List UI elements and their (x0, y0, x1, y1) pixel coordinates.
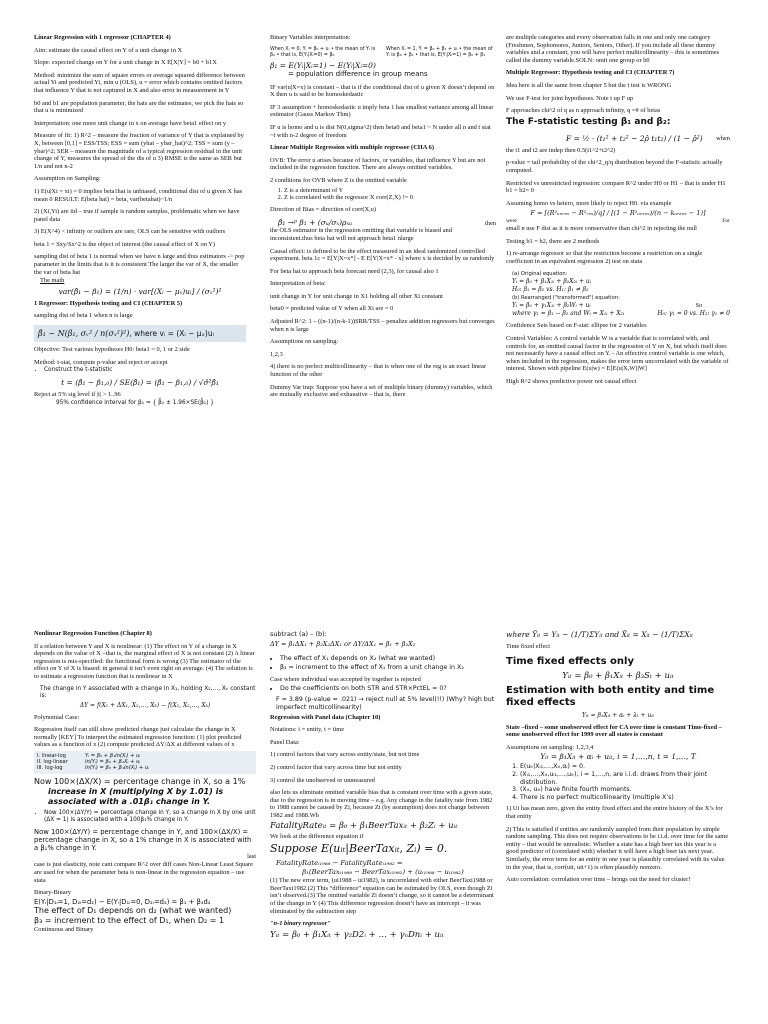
adjusted-r2-text: Adjusted R^2: 1 – ((n-1)/(n-k-1))SRR/TSS – penalize addition regressors but converges when n is large (270, 318, 495, 333)
ovb-equation: β̂₁ →ᵖ β₁ + (σᵤ/σₓ)ρₓᵤ (278, 218, 353, 228)
assumption-1: 1) E(u|Xi = xi) = 0 implies beta1hat is unbiased, conditional dist of u given X has mean 0 RESULT: E(beta hat) = beta, var(betahat)~1/n (34, 187, 243, 203)
n-1-binary-title: "n-1 binary regressor" (270, 920, 331, 928)
sampling-dist-text: sampling dist of beta 1 when n is large (34, 312, 133, 320)
log-model-name: linear-log (41, 752, 66, 759)
causal-effect-text: Causal effect: is defined to be the effect measured in an ideal randomized controlled experiment. beta 1c = E[Y|X=x*] - E E[Y|X=x* - x] where x is decided by us randomly (270, 247, 495, 263)
box-equation-left: β̂₁ ~ N(β₁, σᵥ² / n(σₓ²)²) (38, 329, 130, 339)
were-for-row (506, 218, 730, 225)
f-equation-row (506, 132, 730, 143)
log-model-num: III. (37, 765, 44, 772)
section-title-ch6: Linear Multiple Regression with multiple regressor (CHA 6) (270, 144, 434, 152)
case-where-text: Case where individual was accepted by together is rejected (270, 676, 421, 683)
box-equation-right: , where vᵢ = (Xᵢ − μₓ)uᵢ (129, 329, 214, 339)
binary-case-x1: When Xᵢ = 1, Yᵢ = β₀ + β₁ + uᵢ • the mean of Yᵢ is β₀ + β₁ • that is, E(Yᵢ|Xᵢ=1) = β₀ + β₁ (386, 46, 493, 58)
log-model-name: log-log (44, 765, 63, 772)
panel-title: Panel Data: (270, 738, 300, 746)
homoskedastic-text: IF var(u|X=x) is constant – that is if the conditional dist of u given X doesn’t depend on X then u is said to be homoskedastic (270, 83, 495, 99)
were-text: were (506, 218, 517, 225)
objective-text: Objective: Test various hypotheses H0: beta1 = 0, 1 or 2 side (34, 346, 190, 354)
binary-case-x0: When Xᵢ = 0, Yᵢ = β₀ + uᵢ • the mean of Yᵢ is β₀ • that is, E(Yᵢ|Xᵢ=0) = β₀ (270, 46, 376, 58)
interaction-list (270, 655, 496, 672)
section-title-ch10: Regression with Panel data (Chapter 10) (270, 713, 381, 721)
panel-point-3: 3) control the unobserved or unmeasured (270, 776, 375, 784)
both-fixed-equation: Yᵢₜ = β₁Xᵢₜ + αᵢ + λₜ + uᵢₜ (582, 711, 654, 719)
gauss-markov-text: IF 3 assumption + homoskedastic u imply beta 1 has smallest variance among all linear estimator (Gauss Markov Thm) (270, 103, 494, 119)
change-equation: ΔY = f(X₁ + ΔX₁, X₂,…, Xₖ) − f(X₁, X₂,…, Xₖ) (79, 701, 211, 709)
assumptions-sampling-title: Assumptions on sampling: 1,2,3,4 (506, 743, 594, 751)
time-fixed-label: Time fixed effect (506, 643, 551, 650)
beta1-text: beta 1 = Sxy/Sx^2 is the object of interest (the causal effect of X on Y) (34, 240, 216, 248)
p-value-text: p-value = tail probability of the chi^2_q/q distribution beyond the F-statistic actually computed. (506, 159, 723, 174)
subtract-equation: ΔY = β₁ΔX₁ + β₂X₂ΔX₁ or ΔY/ΔX₁ = β₁ + β₂X₂ (270, 640, 416, 648)
joint-test-list (270, 685, 496, 692)
dummy-trap-continued: are multiple categories and every observation falls in one and only one category (Freshmen, Sophomores, Juniors, Seniors, Other). If you include all these dummy variables and a constant, you will have perfect multicollinearity – this is sometimes called the dummy variable.SOLN: omit one group or b0 (506, 34, 720, 64)
both-fixed-title: Estimation with both entity and time fixed effects (506, 684, 715, 708)
f-equation: F = ½ · (t₁² + t₂² − 2ρ̂ t₁t₂) / (1 − ρ̂²) (566, 133, 703, 143)
t-stat-equation: t = (β̂₁ − β₁,₀) / SE(β̂₁) = (β̂₁ − β₁,₀) / √σ̂²β̂₁ (61, 378, 219, 388)
joint-test-bullet: • Do the coefficients on both STR and STR×PctEL = 0? (280, 685, 496, 692)
ols-estimator-text: the OLS estimator in the regression omitting that variable is biased and inconsistent.thus beta hat will not approach beta1 nlarge (270, 227, 452, 242)
section-title-ch5: 1 Regressor: Hypothesis testing and CI (CHAPTER 5) (34, 299, 183, 307)
binary-equation-note: = population difference in group means (288, 69, 428, 78)
demeaned-equation: where Ỹᵢₜ = Yᵢₜ − (1/T)ΣYᵢₜ and X̃ᵢₜ = Xᵢₜ − (1/T)ΣXᵢₜ (506, 630, 694, 639)
polynomial-title: Polynomial Case: (34, 713, 80, 721)
rearranged-equation-label: (b) Rearranged ("transformed") equation: (512, 295, 620, 302)
last-case-text: case is just elasticity, note cant compare R^2 over diff cases Non-Linear Least Square are used for when the parameter beta is non-linear in the regression equaiton – use stata (34, 861, 253, 884)
ovb-conditions-title: 2 conditions for OVB where Z is the omitted variable (270, 176, 407, 184)
column-bottom-right (506, 630, 730, 889)
panel-point-2: 2) control factor that vary across time but not entity (270, 763, 402, 771)
rearranged-equation: Yᵢ = β₀ + γ₁X₁ᵢ + β₂Wᵢ + uᵢ (512, 302, 591, 310)
binary-binary-equation: E(Yᵢ|D₁ᵢ=1, D₂ᵢ=d₂) − E(Yᵢ|D₁ᵢ=0, D₂ᵢ=d₂) = β₁ + β₃d₂ (34, 897, 211, 906)
restricted-text: Restricted vs unrestricted regression: compare R^2 under H0 or H1 – that is under H1 b1 = b2= 0 (506, 179, 726, 195)
ovb-condition-1: 1. Z is a determinant of Y (284, 187, 496, 195)
binary-binary-title: Binary-Binary (34, 889, 71, 897)
difference-equation-1: FatalityRateᵢ₁₉₈₈ − FatalityRateᵢ₁₉₈₂ = (276, 859, 403, 868)
interpretation-text: Interpretation: one more unit change in x on average have beta1 effect on y (34, 119, 227, 127)
interp-beta-0: beta0 = predicted value of Y when all Xi are = 0 (270, 305, 394, 313)
panel-assumption-1: 1. E(uᵢₜ|Xᵢ₁,…,Xᵢₜ,αᵢ) = 0. (520, 763, 730, 771)
slope-text: Slope: expected change on Y for a unit change in X E[X|Y] = b0 + b1X (34, 59, 217, 67)
f-test-text: We use F-test for joint hypotheses. Note t up F up (506, 94, 634, 102)
ovb-condition-2: 2. Z is correlated with the regressor X corr(Z,X) != 0 (284, 194, 496, 202)
linear-log-note-a: Now 100×(ΔX/X) = percentage change in X, so a 1% (34, 776, 246, 786)
log-model-num: I. (37, 752, 41, 759)
time-fixed-equation: Yᵢₜ = β₀ + β₁Xᵢₜ + β₃Sₜ + uᵢₜ (562, 670, 674, 681)
panel-assumptions-list (506, 763, 730, 801)
where-hypothesis: H₀: γ₁ = 0 vs. H₁: γ₁ ≠ 0 (657, 310, 730, 318)
dummy-trap-text: Dummy Var trap: Suppose you have a set of multiple binary (dummy) variables, which are mutually exclusive and exhaustive – that is, there (270, 383, 493, 399)
confidence-sets-text: Confidence Sets based on F-stat: ellipse for 2 variables (506, 322, 647, 330)
original-equation-label: (a) Original equation: (512, 271, 568, 278)
binary-title: Binary Variables interpretation: (270, 34, 351, 41)
interaction-bullet-1: • The effect of X₁ depends on X₂ (what we wanted) (280, 655, 496, 663)
log-model-eq: Yᵢ = β₀ + β₁ln(Xᵢ) + uᵢ (85, 752, 141, 759)
binary-equation: β₁ = E(Yᵢ|Xᵢ=1) − E(Yᵢ|Xᵢ=0) (270, 60, 376, 70)
rearranged-row (512, 302, 730, 310)
notations-text: Notations: i = entity, t = time (270, 726, 345, 734)
the-math-label: The math (40, 277, 65, 285)
linear-log-note-b: increase in X (multiplying X by 1.01) is associated with a .01β₁ change in Y. (48, 786, 224, 806)
panel-point-1: 1) control factors that vary across entity/state, but not time (270, 751, 420, 759)
control-variables-text: Control Variables: A control variable W is a variable that is correlated with, and controls for, an omitted causal factor in the regression of Y on X, but which itself does not necessarily have a causal effect on Y. - An effective control variable is one which, when included in the regression, makes the error term uncorrelated with the variable of interest. Shown with pipeline E(u|w) = E[E(u|X,W)|W] (506, 335, 729, 373)
autocorrelation-text: Auto correlation: corrolation over time – brings out the need for cluster! (506, 876, 691, 884)
interp-beta-title: Interpretation of beta: (270, 280, 326, 288)
subtract-label: subtract (a) – (b): (270, 630, 327, 638)
sampling-text: sampling dist of beta 1 is normal when we have n large and thus estimators -> pop parameter in the limits that is it is consistent The larger the var of X, the smaller the var of beta hat (34, 253, 245, 276)
ui-mean-zero-text: 1) Ui has mean zero, given the entity fixed effect and the entire history of the X’s for that entity (506, 805, 723, 820)
when-text: when (716, 135, 730, 143)
column-top-left (34, 34, 246, 407)
ovb-conditions-list (270, 187, 496, 202)
continuous-binary-title: Continuous and Binary (34, 925, 94, 933)
difference-equation-2: β₁(BeerTaxᵢ₁₉₈₈ − BeerTaxᵢ₁₉₈₂) + (uᵢ₁₉₈₈ − uᵢ₁₉₈₂) (302, 867, 464, 876)
look-at-text: We look at the difference equation if (270, 832, 364, 840)
log-model-name: log-linear (43, 759, 68, 766)
binary-binary-effect: The effect of D₁ depends on d₂ (what we wanted) (34, 905, 232, 915)
testing-text: Testing b1 = b2, there are 2 methods (506, 237, 600, 245)
panel-assumption-2: 2. (Xᵢ₁,…,Xᵢₜ,uᵢ₁,…,uᵢₜ), i = 1,…,n, are i.i.d. draws from their joint distribution. (520, 771, 730, 786)
f-r2-equation: F = [(R²ᵤₙᵣₑₛ − R²ᵣₑₛ)/q] / [(1 − R²ᵤₙᵣₑₛ)/(n − kᵤₙᵣₑₛ − 1)] (530, 209, 706, 218)
regression-interpret-text: Regression itself can still show predicted change just calculate the change in X normally [KEY] To interpret the estimated regression function: (1) plot predicted values as a function of x (2) compute predicted ΔY/ΔX at different values of x (34, 726, 242, 749)
change-label: The change in Y associated with a change in X₁, holding X₂,…, Xₖ constant is: (40, 685, 256, 699)
nonlinear-intro: If a relation between Y and X is nonlinear: (1) The effect on Y of a change in X depends on the value of X –that is, the marginal effect of X is not constant (2) A linear regression is mis-specified: the functional form is wrong (3) The estimator of the effect on Y of X is biased: in general it isn’t even right on average. (4) The solution is to estimate a regression function that is nonlinear in X (34, 642, 255, 680)
log-models-table (34, 751, 256, 774)
b0b1-text: b0 and b1 are population parameter, the hats are the estimates, we pick the hats so that u is minimized (34, 99, 244, 115)
original-equation: Yᵢ = β₀ + β₁X₁ᵢ + β₂X₂ᵢ + uᵢ (512, 278, 591, 286)
panel-assumption-3: 3. (Xᵢₜ, uᵢₜ) have finite fourth moments. (520, 786, 730, 794)
time-fixed-title: Time fixed effects only (506, 655, 634, 667)
fit-text: Measure of fit: 1) R^2 – measure the fraction of variance of Y that is explained by X, between [0,1] = ESS/TSS; ESS = sum (yhat – ybar_hat)^2; TSS = sum (y – ybar)^2; SER – measure the magnitude of a typical regression residual in the unit change of Y, measures the spread of the dis of u 3) RMSE is the same as SER but 1/n and not n-2 (34, 132, 244, 170)
assumptions-numbers: 1,2,3 (270, 350, 283, 358)
so-text: So (695, 303, 702, 310)
rearranged-equations (512, 270, 730, 318)
column-top-right (506, 34, 730, 391)
fatality-equation: FatalityRateᵢₜ = β₀ + β₁BeerTaxᵢₜ + β₂Zᵢ + uᵢₜ (270, 820, 458, 831)
variance-equation: var(β̂₁ − β₁) = (1/n) · var[(Xᵢ − μₓ)uᵢ] / (σₓ²)² (58, 286, 222, 296)
section-title-ch8: Nonlinear Regression Function (Chapter 8) (34, 630, 152, 637)
binary-cases (270, 47, 496, 59)
fixed-effects-equation: Yᵢₜ = β₁Xᵢₜ + αᵢ + uᵢₜ, i = 1,…,n, t = 1,…, T (540, 752, 696, 762)
log-model-num: II. (37, 759, 42, 766)
assumption-3: 3) E(X^4) < infinity or outliers are rare, OLS can be sensitive with outliers (34, 228, 226, 236)
log-log-note: Now 100×(ΔY/Y) = percentage change in Y, and 100×(ΔX/X) = percentage change in X, so a 1% change in X is associated with a β₁% change in Y. (34, 827, 252, 853)
ovb-equation-row (270, 218, 496, 227)
small-n-text: small n use F dist as it is more conservative than chi^2 in rejecting the null (506, 225, 697, 233)
new-error-text: (1) The new error term, (ui1988 – ui1982), is uncorrelated with either BeerTaxi1988 or BeerTaxi1982.(2) This “difference” equation can be estimated by OLS, even though Zi isn’t observed.(3) The omitted variable Zi doesn’t change, so it cannot be a determinant of the change in Y (4) This difference regression doesn’t have an intercept – it was eliminated by the subtraction step (270, 877, 494, 915)
log-linear-note: • Now 100×(ΔY/Y) = percentage change in Y, so a change in X by one unit (ΔX = 1) is associated with a 100β₁% change in Y. (44, 810, 256, 824)
aim-text: Aim: estimate the causal effect on Y of a unit change in X (34, 46, 183, 54)
then-text: then (484, 219, 496, 227)
f-approx-text: F approaches chi^2 of q as n approach infinity, q =# of betas (506, 107, 661, 115)
normal-text: IF u is homo and u is dist N(0,sigma^2) then beta0 and beta1 ~ N under all n and t stat ~t with n-2 degree of freedom (270, 123, 491, 139)
method-text: Method: minimize the sum of square errors or average squared difference between actual Yi and predicted Yi, min u (OLS), u = error which contains omitted factors that influence Y that is not captured in X and also error in measurement in Y (34, 71, 245, 94)
high-r2-text: High R^2 shows predictive power not causal effect (506, 378, 637, 386)
log-model-row (37, 765, 253, 771)
homo-hetero-text: Assuming homo vs hetero, more likely to reject H0. via example (506, 199, 672, 207)
t-stat-bullet: • Construct the t-statistic (44, 367, 246, 374)
column-bottom-left (34, 630, 256, 933)
log-model-eq: ln(Yᵢ) = β₀ + β₁Xᵢ + uᵢ (85, 759, 141, 766)
random-sampling-text: 2) This is satisfied if entities are randomly sampled from their population by simple random sampling. This does not require observations to be i.i.d. over time for the same entity – that would be unrealistic. Whether a state has a high beer tax this year is a good predictor of (correlated with) whether it will have a high beer tax next year. Similarly, the error term for an entity in one year is plausibly correlated with its value in the year, that is, corr(uit, uit+1) is often plausibly nonzero. (506, 825, 729, 871)
column-bottom-middle (270, 630, 496, 945)
where-row (512, 310, 730, 318)
interaction-bullet-2: • β₃ = increment to the effect of X₁ from a unit change in X₂ (280, 664, 496, 672)
eliminate-ovb-text: also lets us eliminate omitted variable bias that is constant over time with a given state, due to the regression is in moving time – e.g. Any change in the fatality rate from 1982 to 1988 cannot be caused by Zi, because Zi (by assumption) does not change between 1982 and 1988.Wh (270, 789, 493, 819)
ovb-text: OVB: The error u arises because of factors, or variables, that influence Y but are not included in the regression function. There are always omitted variables. (270, 156, 486, 172)
method2-text: Method: t-stat, compute p-value and reject or accept (34, 358, 168, 366)
n-1-binary-equation: Yᵢₜ = β₀ + β₁Xᵢₜ + γ₂D2ᵢ + … + γₙDnᵢ + uᵢₜ (270, 929, 444, 940)
assumption-2: 2) (Xi,Yi) are iid – true if sample is random samples, problematic when we have panel data (34, 208, 240, 223)
log-model-eq: ln(Yᵢ) = β₀ + β₁ln(Xᵢ) + uᵢ (85, 765, 150, 772)
column-top-middle (270, 34, 496, 404)
binary-binary-increment: β₃ = increment to the effect of D₁, when D₂ = 1 (34, 915, 225, 925)
bias-direction-text: Direction of Bias = direction of corr(X,u) (270, 205, 376, 213)
assumptions-title: Assumptions on sampling: (270, 338, 339, 346)
f-statistic-title: The F-statistic testing β₁ and β₂: (506, 116, 671, 127)
original-hypothesis: H₀: β₁ = β₂ vs. H₁: β₁ ≠ β₂ (512, 286, 589, 294)
idea-text: Idea here is all the same from chapter 5 but the t test is WRONG (506, 81, 672, 89)
suppose-equation: Suppose E(uᵢₜ|BeerTaxᵢₜ, Zᵢ) = 0. (270, 842, 448, 856)
where-gamma: where γ₁ = β₁ − β₂ and Wᵢ = X₁ᵢ + X₂ᵢ (512, 310, 625, 318)
last-text: last (247, 852, 256, 860)
state-time-fixed-text: State –fixed – some unobserved effect for CA over time is constant Time-fixed – some unobserved effect for 1999 over all states is constant (506, 723, 722, 739)
confidence-interval-text: 95% confidence interval for β₁ = { β̂₁ ± 1.96×SE(β̂₁) } (56, 399, 214, 406)
section-title-ch4: Linear Regression with 1 regressor (CHAPTER 4) (34, 34, 171, 41)
forecast-text: For beta hat to approach beta forecast need (2,3), for causal also 1 (270, 267, 439, 275)
t1t2-text: the t1 and t2 are indep then 0.5(t1^2+t2^2) (506, 146, 616, 154)
for-text: For (722, 218, 730, 225)
rearrange-text: 1) re-arrange regressor so that the restriction become a restriction on a single coefficient in an equivalent regression 2) test on stata (506, 250, 703, 265)
panel-assumption-4: 4. There is no perfect multicollinearity (multiple X’s) (520, 794, 730, 802)
sampling-dist-equation-box (34, 325, 246, 342)
multicollinearity-text: 4) there is no perfect multicollinearity – that is when one of the reg is an exact linear function of the other (270, 363, 486, 379)
f-stat-result: F = 3.89 (p-value = .021) → reject null at 5% level(!!) (Why? high but imperfect multicollinearity) (276, 695, 495, 711)
reject-text: Reject at 5% sig level if |t| > 1..96 (34, 391, 121, 399)
section-title-ch7: Multiple Regressor: Hypothesis testing and CI (CHAPTER 7) (506, 69, 675, 77)
log-linear-list (34, 810, 256, 824)
assumption-title: Assumption on Sampling: (34, 175, 101, 183)
interp-beta-1: unit change in Y for unit change in X1 holding all other Xi constant (270, 292, 443, 300)
t-stat-list (34, 367, 246, 374)
